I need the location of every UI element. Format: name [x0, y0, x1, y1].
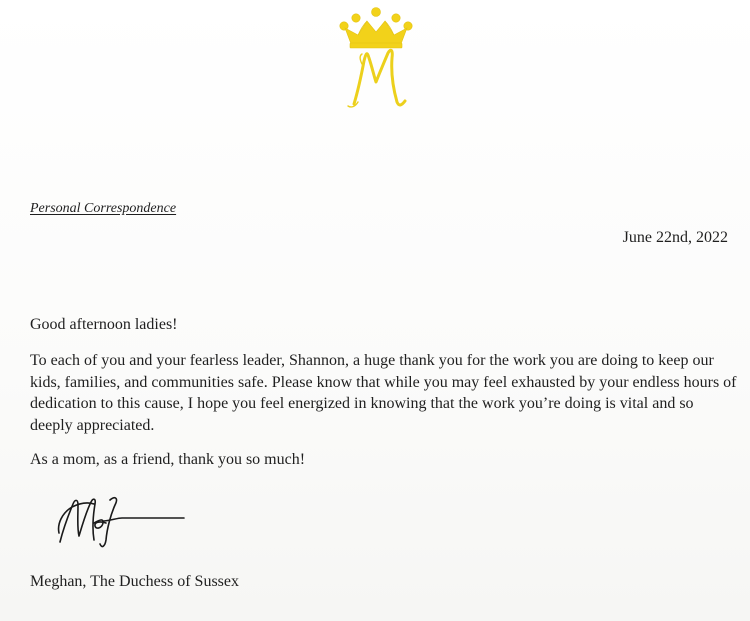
body-paragraph: To each of you and your fearless leader, Shannon, a huge thank you for the work you are doing to keep our kids, families, and communities safe. Please know that while you may feel exhausted by your endless hours of dedication to this cause, I hope you feel energized in knowing that the work you’re doing is vital and so deeply appreciated.: [30, 352, 737, 434]
signoff: Meghan, The Duchess of Sussex: [30, 573, 240, 590]
closing-line: As a mom, as a friend, thank you so much!: [30, 451, 306, 468]
letter-date: June 22nd, 2022: [622, 229, 728, 246]
signature-icon: [54, 488, 188, 552]
crown-monogram-icon: [336, 6, 416, 112]
personal-correspondence-label: Personal Correspondence: [30, 201, 177, 216]
greeting: Good afternoon ladies!: [30, 316, 178, 333]
